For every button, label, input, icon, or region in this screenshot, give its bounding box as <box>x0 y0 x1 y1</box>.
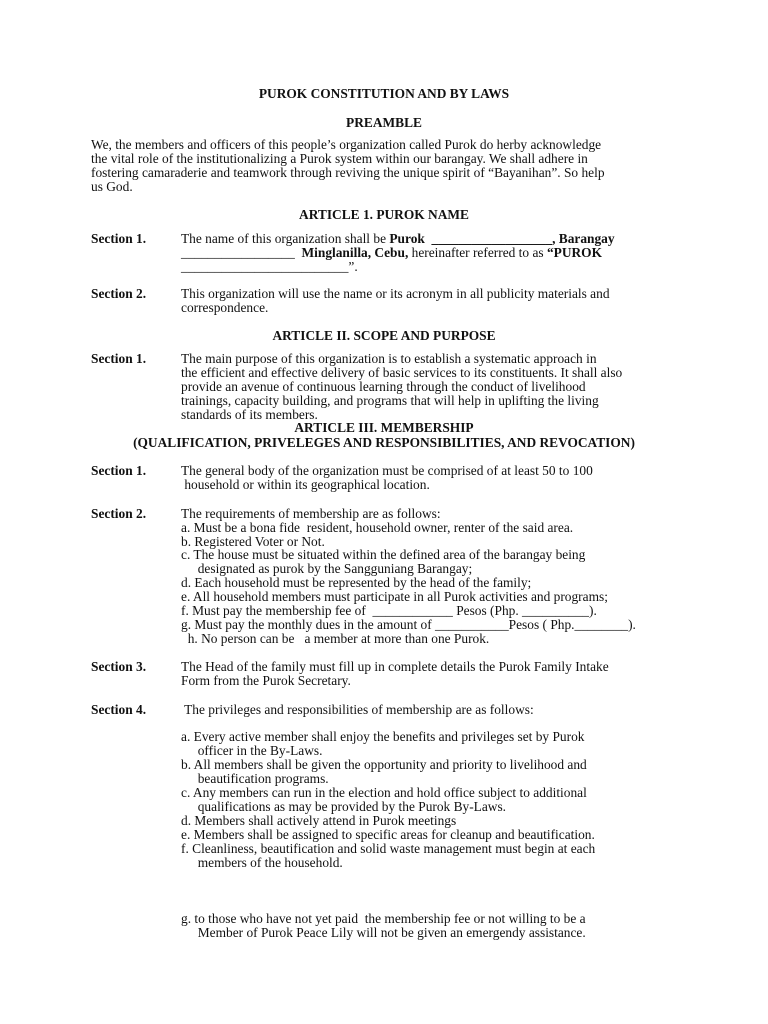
article3-heading: ARTICLE III. MEMBERSHIP <box>294 420 474 435</box>
article3-section4-line: b. All members shall be given the opportunity and priority to livelihood and <box>181 757 587 772</box>
article3-section2-line: g. Must pay the monthly dues in the amount of ___________Pesos ( Php.________). <box>181 617 636 632</box>
article1-heading: ARTICLE 1. PUROK NAME <box>299 207 469 222</box>
preamble-line: us God. <box>91 179 133 194</box>
preamble-line: the vital role of the institutionalizing a Purok system within our barangay. We shall adhere in <box>91 151 588 166</box>
article3-section3-line: The Head of the family must fill up in complete details the Purok Family Intake <box>181 659 609 674</box>
article1-section1-label: Section 1. <box>91 231 147 246</box>
article2-heading: ARTICLE II. SCOPE AND PURPOSE <box>272 328 496 343</box>
preamble-line: fostering camaraderie and teamwork through reviving the unique spirit of “Bayanihan”. So help <box>91 165 605 180</box>
article3-section4-intro: The privileges and responsibilities of membership are as follows: <box>181 702 534 717</box>
article2-section1-label: Section 1. <box>91 351 147 366</box>
article2-section1-line: provide an avenue of continuous learning through the conduct of livelihood <box>181 379 586 394</box>
article3-section4-line: qualifications as may be provided by the Purok By-Laws. <box>181 799 507 814</box>
article3-section4-line: c. Any members can run in the election and hold office subject to additional <box>181 785 587 800</box>
article2-section1-line: trainings, capacity building, and programs that will help in uplifting the living <box>181 393 599 408</box>
article3-section4-line: f. Cleanliness, beautification and solid waste management must begin at each <box>181 841 596 856</box>
article3-section2-line: h. No person can be a member at more than one Purok. <box>181 631 490 646</box>
preamble-line: We, the members and officers of this people’s organization called Purok do herby acknowledge <box>91 137 602 152</box>
article3-section4-line: members of the household. <box>181 855 343 870</box>
article1-section1-line: The name of this organization shall be Purok __________________, Barangay <box>181 231 615 246</box>
article3-section2-line: c. The house must be situated within the defined area of the barangay being <box>181 547 586 562</box>
article3-section4-line-g: Member of Purok Peace Lily will not be given an emergendy assistance. <box>181 925 586 940</box>
article1-section2-label: Section 2. <box>91 286 147 301</box>
article3-section4-line: a. Every active member shall enjoy the benefits and privileges set by Purok <box>181 729 585 744</box>
article3-section2-line: d. Each household must be represented by the head of the family; <box>181 575 532 590</box>
article3-section2-line: designated as purok by the Sangguniang Barangay; <box>181 561 473 576</box>
article1-section1-line: _________________________”. <box>181 259 358 274</box>
article3-section2-label: Section 2. <box>91 506 147 521</box>
article3-section3-label: Section 3. <box>91 659 147 674</box>
document-title: PUROK CONSTITUTION AND BY LAWS <box>258 86 510 101</box>
article3-section3-line: Form from the Purok Secretary. <box>181 673 351 688</box>
article3-section4-line: d. Members shall actively attend in Purok meetings <box>181 813 457 828</box>
article2-section1-line: The main purpose of this organization is to establish a systematic approach in <box>181 351 597 366</box>
article3-section4-line: officer in the By-Laws. <box>181 743 323 758</box>
article3-section2-line: The requirements of membership are as follows: <box>181 506 441 521</box>
article1-section1-line: _________________ Minglanilla, Cebu, hereinafter referred to as “PUROK <box>181 245 602 260</box>
article3-section1-line: household or within its geographical location. <box>181 477 430 492</box>
article3-section2-line: b. Registered Voter or Not. <box>181 534 325 549</box>
article3-section4-line: e. Members shall be assigned to specific areas for cleanup and beautification. <box>181 827 595 842</box>
article3-section1-label: Section 1. <box>91 463 147 478</box>
article3-section4-line: beautification programs. <box>181 771 329 786</box>
article3-section2-line: e. All household members must participate in all Purok activities and programs; <box>181 589 608 604</box>
article3-section4-line-g: g. to those who have not yet paid the membership fee or not willing to be a <box>181 911 586 926</box>
article1-section2-line: correspondence. <box>181 300 269 315</box>
article1-section2-line: This organization will use the name or its acronym in all publicity materials and <box>181 286 610 301</box>
article3-subheading: (QUALIFICATION, PRIVELEGES AND RESPONSIBILITIES, AND REVOCATION) <box>133 435 635 450</box>
article3-section2-line: a. Must be a bona fide resident, household owner, renter of the said area. <box>181 520 574 535</box>
article3-section1-line: The general body of the organization must be comprised of at least 50 to 100 <box>181 463 593 478</box>
article2-section1-line: standards of its members. <box>181 407 318 422</box>
article2-section1-line: the efficient and effective delivery of basic services to its constituents. It shall also <box>181 365 623 380</box>
article3-section4-label: Section 4. <box>91 702 147 717</box>
article3-section2-line: f. Must pay the membership fee of ____________ Pesos (Php. __________). <box>181 603 597 618</box>
preamble-heading: PREAMBLE <box>346 115 422 130</box>
